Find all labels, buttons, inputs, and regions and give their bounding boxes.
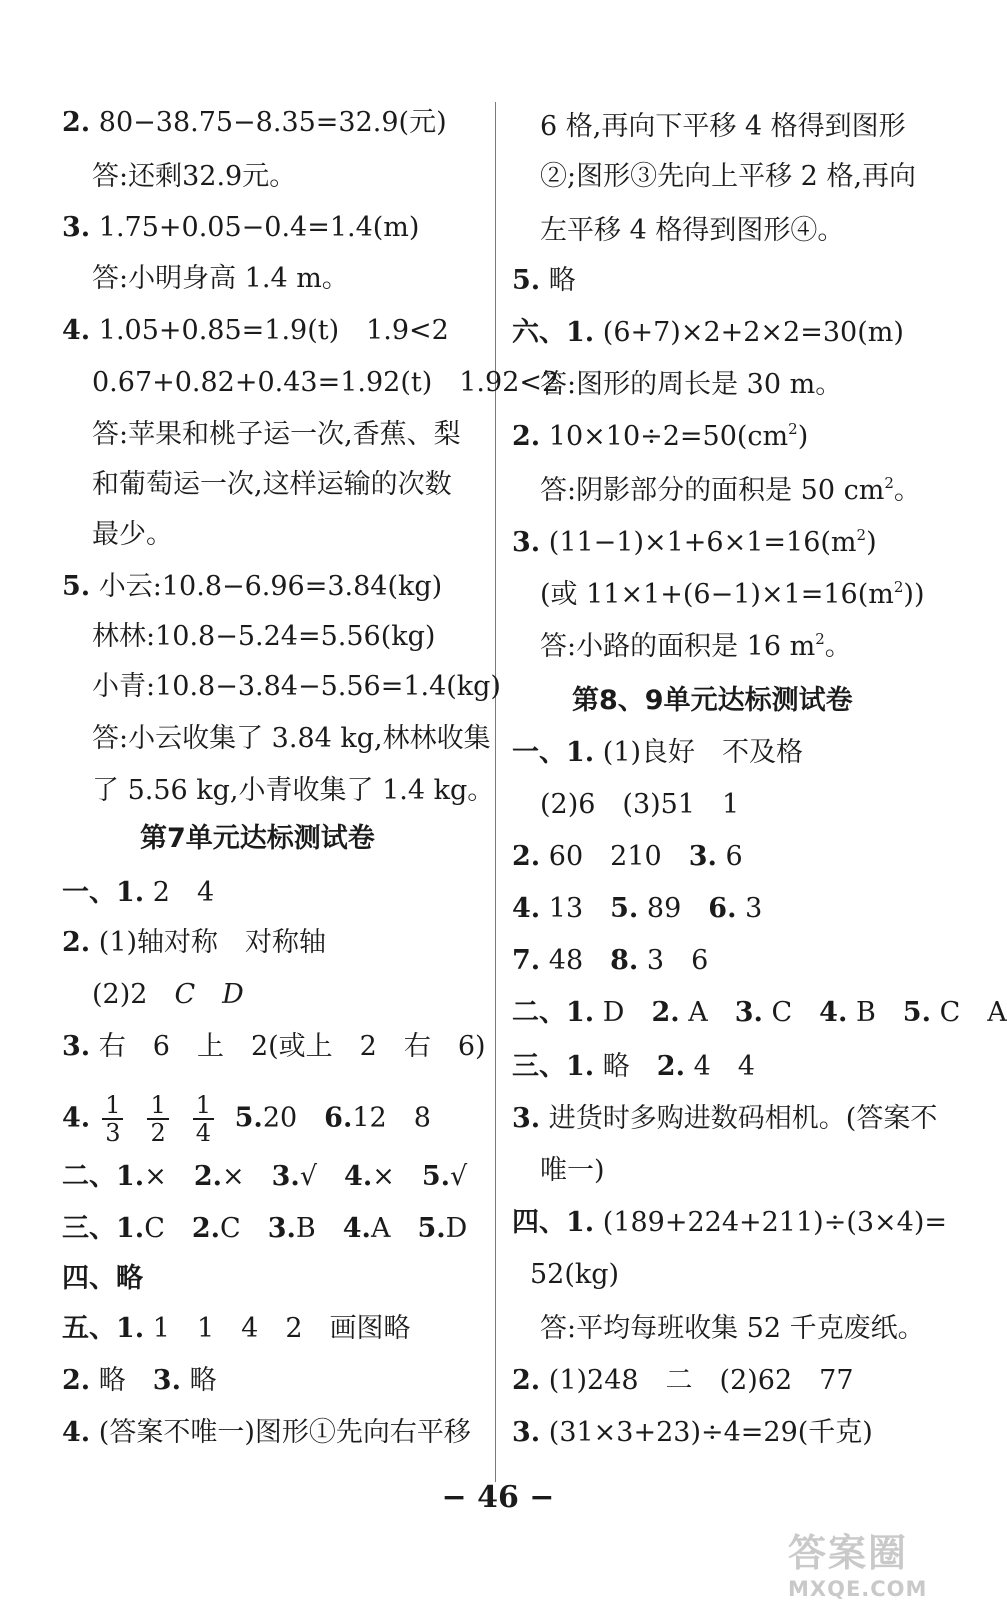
answer-line: 答:苹果和桃子运一次,香蕉、梨 xyxy=(92,419,461,450)
fraction: $\frac{1}{3}$ xyxy=(102,1092,123,1146)
answer-line: 唯一) xyxy=(540,1155,605,1186)
answer-line: 三、1.C 2.C 3.B 4.A 5.D xyxy=(62,1213,468,1244)
answer-line: 左平移 4 格得到图形④。 xyxy=(540,215,845,246)
answer-line: 5. 略 xyxy=(512,265,576,296)
answer-line: 2. (1)248 二 (2)62 77 xyxy=(512,1365,854,1396)
answer-line: 4. $\frac{1}{3}$ $\frac{1}{2}$ $\frac{1}{4}$ 5.20 6.12 8 xyxy=(62,1091,431,1147)
answer-line: 林林:10.8−5.24=5.56(kg) xyxy=(92,621,436,652)
answer-line: 四、1. (189+224+211)÷(3×4)= xyxy=(512,1207,947,1238)
page-number: − 46 − xyxy=(441,1480,555,1515)
answer-line: 六、1. (6+7)×2+2×2=30(m) xyxy=(512,317,904,348)
answer-line: 4. 13 5. 89 6. 3 xyxy=(512,893,763,924)
answer-line: 答:小路的面积是 16 $m^2$。 xyxy=(540,630,852,662)
answer-line: 四、略 xyxy=(62,1263,143,1294)
answer-line: 答:平均每班收集 52 千克废纸。 xyxy=(540,1313,925,1344)
answer-line: ②;图形③先向上平移 2 格,再向 xyxy=(540,161,917,192)
answer-line: 2. 80−38.75−8.35=32.9(元) xyxy=(62,107,447,138)
answer-line: 2. (1)轴对称 对称轴 xyxy=(62,927,327,958)
fraction: $\frac{1}{2}$ xyxy=(147,1092,168,1146)
answer-line: 3. 进货时多购进数码相机。(答案不 xyxy=(512,1103,938,1134)
answer-line: 3. 右 6 上 2(或上 2 右 6) xyxy=(62,1031,486,1062)
answer-line: 答:还剩32.9元。 xyxy=(92,161,297,192)
answer-line: 二、1. D 2. A 3. C 4. B 5. C A xyxy=(512,997,1007,1028)
answer-line: 3. 1.75+0.05−0.4=1.4(m) xyxy=(62,212,420,243)
column-divider xyxy=(495,102,496,1482)
answer-line: 最少。 xyxy=(92,519,173,550)
watermark-text: 答案圈 xyxy=(788,1531,909,1575)
fraction: $\frac{1}{4}$ xyxy=(193,1092,214,1146)
answer-line: 7. 48 8. 3 6 xyxy=(512,945,709,976)
answer-line: (2)6 (3)51 1 xyxy=(540,789,740,820)
answer-line: 了 5.56 kg,小青收集了 1.4 kg。 xyxy=(92,775,495,806)
answer-line: 2. 略 3. 略 xyxy=(62,1365,217,1396)
answer-line: 一、1. (1)良好 不及格 xyxy=(512,737,804,768)
answer-line: 答:小明身高 1.4 m。 xyxy=(92,263,349,294)
watermark-logo xyxy=(788,1522,978,1601)
watermark-url: MXQE.COM xyxy=(788,1577,928,1601)
answer-line: 三、1. 略 2. 4 4 xyxy=(512,1051,755,1082)
answer-line: 答:阴影部分的面积是 50 $cm^2$。 xyxy=(540,474,921,506)
answer-line: 2. 60 210 3. 6 xyxy=(512,841,743,872)
answer-line: (2)2 C D xyxy=(92,979,244,1010)
answer-line: 小青:10.8−3.84−5.56=1.4(kg) xyxy=(92,671,501,702)
answer-line: 3. (31×3+23)÷4=29(千克) xyxy=(512,1417,873,1448)
answer-line: 52(kg) xyxy=(530,1259,620,1290)
answer-line: 答:小云收集了 3.84 kg,林林收集 xyxy=(92,723,491,754)
answer-line: 0.67+0.82+0.43=1.92(t) 1.92<2 xyxy=(92,367,560,398)
answer-line: 2. $10\times 10\div 2=50(cm^2)$ xyxy=(512,420,809,452)
answer-line: 4. (答案不唯一)图形①先向右平移 xyxy=(62,1417,471,1448)
answer-line: (或 $11\times 1+(6-1)\times 1=16(m^2)$) xyxy=(540,578,925,610)
answer-line: 3. $(11-1)\times 1+6\times 1=16(m^2)$ xyxy=(512,526,877,558)
answer-line: 答:图形的周长是 30 m。 xyxy=(540,369,843,400)
answer-line: 5. 小云:10.8−6.96=3.84(kg) xyxy=(62,571,443,602)
answer-line: 一、1. 2 4 xyxy=(62,877,215,908)
answer-line: 二、1.× 2.× 3.√ 4.× 5.√ xyxy=(62,1161,468,1192)
section-heading: 第7单元达标测试卷 xyxy=(140,823,375,854)
answer-line: 6 格,再向下平移 4 格得到图形 xyxy=(540,111,906,142)
section-heading: 第8、9单元达标测试卷 xyxy=(572,685,853,716)
answer-line: 五、1. 1 1 4 2 画图略 xyxy=(62,1313,411,1344)
answer-line: 4. 1.05+0.85=1.9(t) 1.9<2 xyxy=(62,315,449,346)
answer-line: 和葡萄运一次,这样运输的次数 xyxy=(92,469,452,500)
